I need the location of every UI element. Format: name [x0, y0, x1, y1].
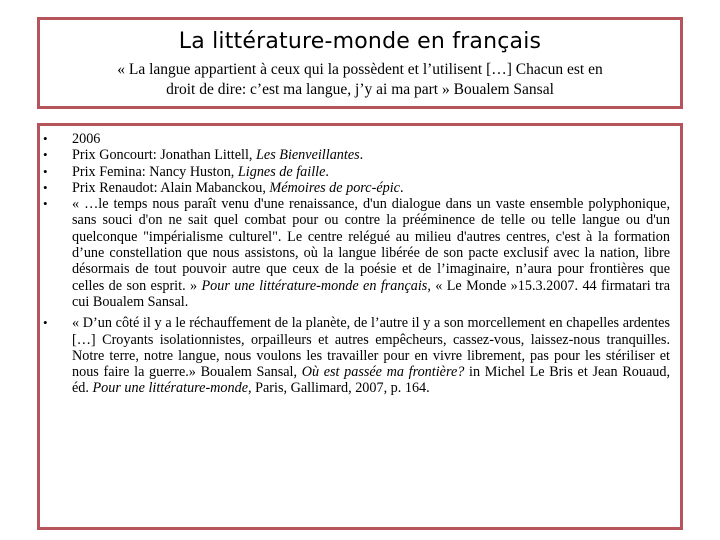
- essay-title: Où est passée ma frontière?: [301, 364, 465, 381]
- content-box: [37, 123, 683, 530]
- bullet-dot: •: [43, 147, 48, 163]
- list-item: [40, 180, 680, 196]
- punctuation: .: [359, 147, 364, 164]
- list-item: [40, 164, 680, 180]
- book-title: Lignes de faille: [237, 163, 326, 180]
- publication-info: , Paris, Gallimard, 2007, p. 164.: [248, 380, 430, 397]
- prize-text: Prix Renaudot: Alain Mabanckou,: [72, 179, 270, 196]
- list-item: [40, 131, 680, 147]
- bullet-dot: •: [43, 179, 48, 195]
- bullet-dot: •: [43, 163, 48, 179]
- punctuation: .: [399, 179, 404, 196]
- manifesto-quote: « …le temps nous paraît venu d'une renaissance, d'un dialogue dans un vaste ensemble polyphonique, sans souci d'on ne sait quel combat pour ou contre la prééminence de telle ou telle langue ou d'un quelconque "impérialisme culturel". Le centre relégué au milieu d'autres centres, c'est à la formation d’une constellation que nous assistons, où la langue libérée de son pacte exclusif avec la nation, libre désormais de tout pouvoir autre que ceux de la poésie et de l’imaginaire, n’aura pour frontières que celles de son esprit. »: [72, 196, 670, 294]
- list-item: [40, 147, 680, 163]
- book-title: Mémoires de porc-épic: [269, 179, 400, 196]
- list-item: [40, 196, 680, 310]
- epigraph-line-1: « La langue appartient à ceux qui la possèdent et l’utilisent […] Chacun est en: [117, 61, 603, 78]
- title-box: [37, 17, 683, 109]
- epigraph-line-2: droit de dire: c’est ma langue, j’y ai ma part » Boualem Sansal: [166, 81, 554, 98]
- punctuation: .: [325, 163, 329, 180]
- prize-text: Prix Goncourt: Jonathan Littell,: [72, 147, 257, 164]
- bullet-dot: •: [43, 315, 48, 331]
- list-item: [40, 315, 680, 396]
- bullet-list: [40, 131, 680, 397]
- year-text: 2006: [72, 131, 101, 147]
- editors-text: in Michel Le Bris et Jean Rouaud, éd.: [72, 364, 671, 397]
- book-title: Les Bienveillantes: [256, 147, 360, 164]
- volume-title: Pour une littérature-monde: [92, 380, 249, 397]
- manifesto-source: , « Le Monde »15.3.2007. 44 firmatari tra cui Boualem Sansal.: [72, 277, 671, 310]
- slide-title: La littérature-monde en français: [178, 29, 542, 54]
- manifesto-title: Pour une littérature-monde en français: [201, 277, 428, 294]
- prize-text: Prix Femina: Nancy Huston,: [72, 163, 238, 180]
- sansal-quote: « D’un côté il y a le réchauffement de la planète, de l’autre il y a son morcellement en chapelles ardentes […] Croyants isolationnistes, orpailleurs et autres empêcheurs, cassez-vous, laissez-nous tranquilles. Notre terre, notre langue, nous voulons les travailler pour en vivre librement, pas pour les stériliser et nous faire la guerre.» Boualem Sansal,: [72, 315, 670, 381]
- epigraph-quote: [48, 60, 672, 100]
- bullet-dot: •: [43, 131, 48, 146]
- bullet-dot: •: [43, 196, 48, 212]
